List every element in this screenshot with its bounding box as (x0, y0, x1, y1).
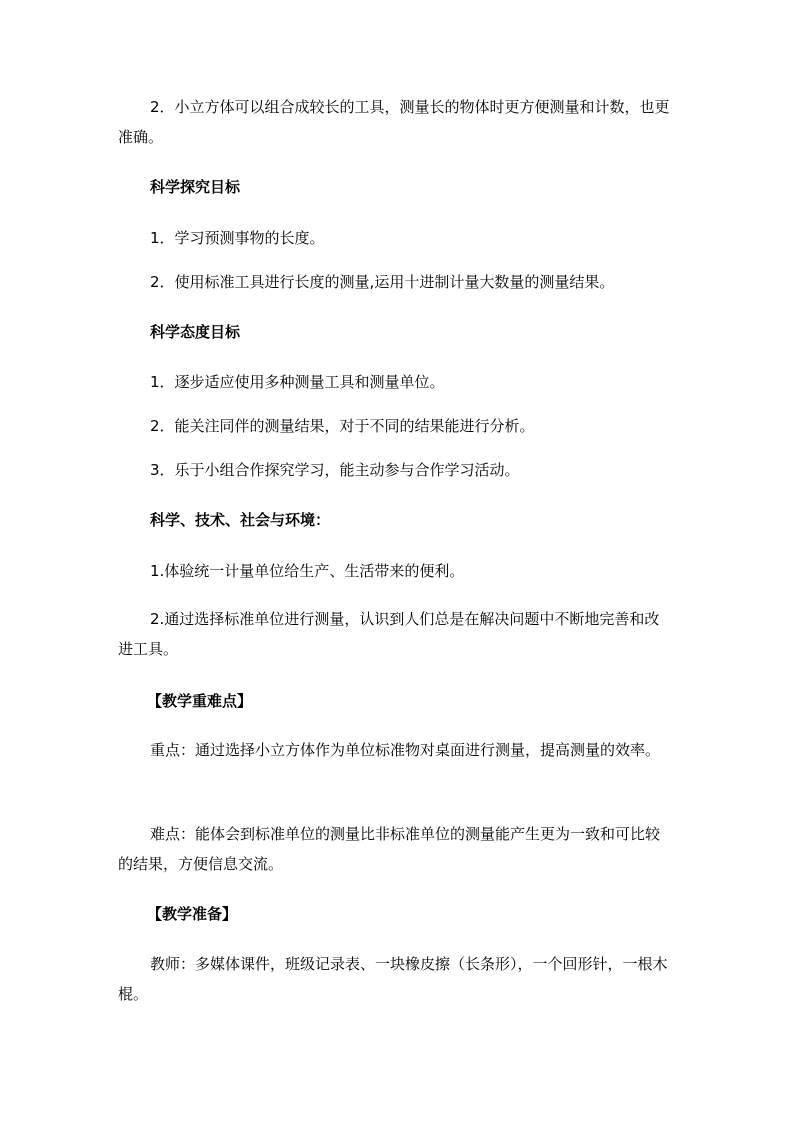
paragraph-improve-tools: 2.通过选择标准单位进行测量，认识到人们总是在解决问题中不断地完善和改进工具。 (118, 610, 660, 658)
heading-teaching-preparation: 【教学准备】 (147, 905, 238, 923)
paragraph-standard-tool-measure: 2．使用标准工具进行长度的测量,运用十进制计量大数量的测量结果。 (150, 273, 615, 291)
heading-science-technology-society: 科学、技术、社会与环境： (150, 511, 331, 529)
paragraph-unified-units: 1.体验统一计量单位给生产、生活带来的便利。 (150, 562, 465, 580)
heading-key-difficult-points: 【教学重难点】 (147, 692, 253, 710)
paragraph-teacher-materials: 教师：多媒体课件，班级记录表、一块橡皮擦（长条形），一个回形针，一根木棍。 (118, 955, 668, 1003)
paragraph-adapt-tools: 1．逐步适应使用多种测量工具和测量单位。 (150, 373, 445, 391)
heading-science-inquiry-goals: 科学探究目标 (150, 178, 241, 196)
heading-science-attitude-goals: 科学态度目标 (150, 323, 241, 341)
paragraph-peer-results: 2．能关注同伴的测量结果，对于不同的结果能进行分析。 (150, 417, 535, 435)
paragraph-key-point: 重点：通过选择小立方体作为单位标准物对桌面进行测量，提高测量的效率。 (150, 741, 661, 759)
paragraph-difficult-point: 难点：能体会到标准单位的测量比非标准单位的测量能产生更为一致和可比较的结果，方便信息交流。 (118, 825, 661, 873)
paragraph-small-cube-tool: 2．小立方体可以组合成较长的工具，测量长的物体时更方便测量和计数，也更准确。 (118, 98, 670, 146)
paragraph-predict-length: 1．学习预测事物的长度。 (150, 229, 325, 247)
paragraph-group-cooperation: 3．乐于小组合作探究学习，能主动参与合作学习活动。 (150, 461, 520, 479)
